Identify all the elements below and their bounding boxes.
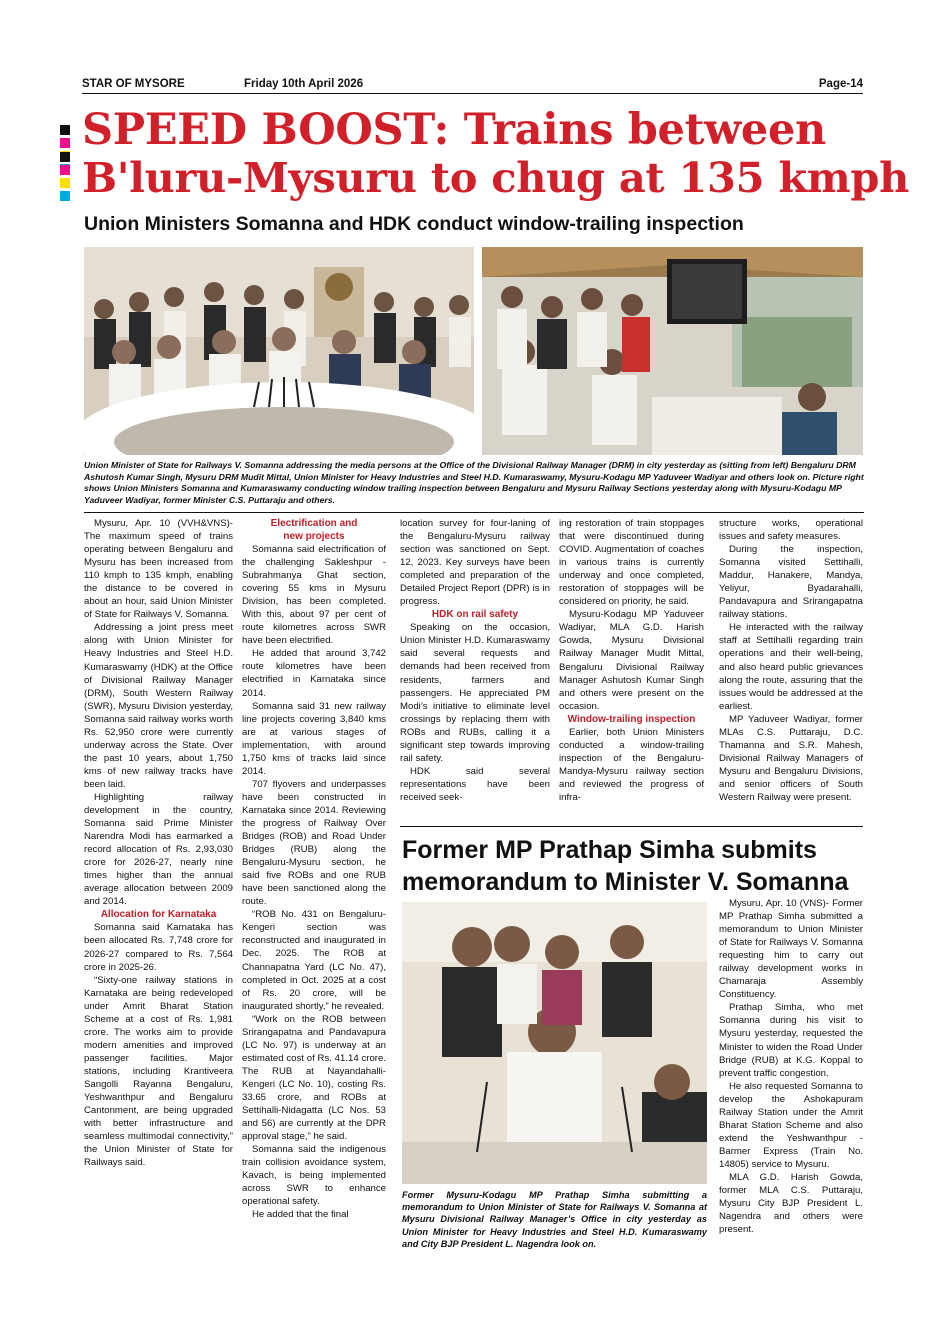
- paragraph: Mysuru-Kodagu MP Yaduveer Wadiyar, MLA G.D. Harish Gowda, Mysuru Divisional Railway Manager Mudit Mittal, Bengaluru Divisional Railway Manager Ashutosh Kumar Singh and others were present on the occasion.: [559, 609, 704, 712]
- paragraph: Somanna said 31 new railway line projects covering 3,840 kms are at various stages of implementation, with around 1,750 kms of tracks laid since 2014.: [242, 700, 386, 777]
- photo-press-meet: [84, 247, 474, 455]
- article2-headline: [402, 834, 862, 898]
- paragraph: “Sixty-one railway stations in Karnataka are being redeveloped under Amrit Bharat Station Scheme at a cost of Rs. 1,981 crore. The works aim to provide modern amenities and improved passenger facilities. Major stations, including Krantiveera Sangolli Rayanna Bengaluru, Yeshwanthpur and Bengaluru Cantonment, are being upgraded with better infrastructure and seamless multimodal connectivity,” the Union Minister of State for Railways said.: [84, 974, 233, 1169]
- paragraph: Speaking on the occasion, Union Minister H.D. Kumaraswamy said several requests and demands had been received from residents, farmers and passengers. He appreciated PM Modi’s initiative to eliminate level crossings by replacing them with ROBs and RUBs, calling it a significant step towards improving rail safety.: [400, 622, 550, 764]
- paragraph: Somanna said electrification of the challenging Sakleshpur - Subrahmanya Ghat section, covering 55 kms in Mysuru Division, has been completed. With this, about 97 per cent of route kilometres across SWR have been electrified.: [242, 544, 386, 647]
- paragraph: Earlier, both Union Ministers conducted a window-trailing inspection of the Bengaluru-Mandya-Mysuru railway section and reviewed the progress of infra-: [559, 726, 704, 803]
- photo-memorandum: [402, 902, 707, 1184]
- photo-caption-memorandum: Former Mysuru-Kodagu MP Prathap Simha submitting a memorandum to Union Minister of State for Railways V. Somanna at Mysuru Divisional Railway Manager’s Office in city yesterday as Union Minister for Heavy Industries and Steel H.D. Kumaraswamy and City BJP President L. Nagendra look on.: [402, 1190, 707, 1249]
- article-column-1: [84, 517, 233, 1169]
- article-column-2: [242, 517, 386, 1221]
- article2-headline-line-1: Former MP Prathap Simha submits: [402, 836, 817, 864]
- issue-date: Friday 10th April 2026: [244, 78, 364, 90]
- article2-headline-line-2: memorandum to Minister V. Somanna: [402, 868, 849, 896]
- color-registration-marks-2: [60, 152, 72, 204]
- paragraph: Mysuru, Apr. 10 (VNS)- Former MP Prathap Simha submitted a memorandum to Union Minister of State for Railways V. Somanna requesting him to carry out railway development works in Chamaraja Assembly Constituency.: [719, 898, 863, 1001]
- paragraph: He interacted with the railway staff at Settihalli regarding train operations and their well-being, and also heard public grievances along the route, assuring that the issues would be addressed at the earliest.: [719, 622, 863, 712]
- headline-line-1: SPEED BOOST: Trains between: [82, 105, 826, 155]
- article2-column: [719, 897, 863, 1236]
- paragraph: Somanna said Karnataka has been allocated Rs. 7,748 crore for 2026-27 compared to Rs. 7,564 crore in 2025-26.: [84, 922, 233, 973]
- paragraph: Somanna said the indigenous train collision avoidance system, Kavach, is being implemented across SWR to enhance operational safety.: [242, 1144, 386, 1208]
- paragraph: During the inspection, Somanna visited Settihalli, Maddur, Hanakere, Mandya, Yeliyur, Byadarahalli, Pandavapura and Srirangapatna railway stations.: [719, 544, 863, 621]
- paragraph: “Work on the ROB between Srirangapatna and Pandavapura (LC No. 97) is underway at an estimated cost of Rs. 41.14 crore. The RUB at Nayandahalli-Kengeri (LC No. 10), costing Rs. 33.65 crore, and ROBs at Settihalli-Nidagatta (LC Nos. 53 and 56) are currently at the DPR approval stage,” he said.: [242, 1013, 386, 1143]
- article-column-5: [719, 517, 863, 804]
- section-subhead: HDK on rail safety: [431, 609, 519, 621]
- masthead-bar: [82, 78, 863, 94]
- paragraph: Prathap Simha, who met Somanna during his visit to Mysuru yesterday, requested the Minister to widen the Road Under Bridge (RUB) at K.G. Koppal to prevent traffic congestion.: [719, 1002, 863, 1079]
- headline-line-2: B'luru-Mysuru to chug at 135 kmph: [82, 153, 909, 202]
- paragraph: He added that around 3,742 route kilometres have been electrified in Karnataka since 2014.: [242, 648, 386, 699]
- paper-name: STAR OF MYSORE: [82, 78, 185, 90]
- paragraph: Highlighting railway development in the country, Somanna said Prime Minister Narendra Modi has earmarked a record allocation of Rs. 2,93,030 crore for 2026-27, nearly nine times higher than the annual average allocation between 2009 and 2014.: [84, 791, 233, 908]
- paragraph: Mysuru, Apr. 10 (VVH&VNS)- The maximum speed of trains operating between Bengaluru and Mysuru has been increased from 110 kmph to 135 kmph, enabling the distance to be covered in about an hour, said Union Minister of State for Railways V. Somanna.: [84, 518, 233, 621]
- paragraph: Addressing a joint press meet along with Union Minister for Heavy Industries and Steel H.D. Kumaraswamy (HDK) at the Office of Divisional Railway Manager (DRM), South Western Railway (SWR), Mysuru Division yesterday, Somanna said railway works worth Rs. 52,950 crore were currently underway across the State. Over the past 10 years, about 1,750 kms of new railway tracks have been laid.: [84, 622, 233, 790]
- article-column-4: [559, 517, 704, 804]
- section-subhead: Allocation for Karnataka: [100, 909, 217, 921]
- paragraph: He also requested Somanna to develop the Ashokapuram Railway Station under the Amrit Bharat Station Scheme and also extend the Yeshwanthpur - Barmer Express (Train No. 14805) service to Mysuru.: [719, 1080, 863, 1170]
- paragraph: 707 flyovers and underpasses have been constructed in Karnataka since 2014. Reviewing the progress of Railway Over Bridges (ROB) and Road Under Bridges (RUB) along the Bengaluru-Mysuru section, he said five ROBs and one RUB have been sanctioned along the route.: [242, 778, 386, 908]
- paragraph: location survey for four-laning of the Bengaluru-Mysuru railway section was sanctioned on Sept. 12, 2023. Key surveys have been completed and preparation of the Detailed Project Report (DPR) is in progress.: [400, 518, 550, 608]
- article-divider: [400, 826, 863, 827]
- subheadline: Union Ministers Somanna and HDK conduct window-trailing inspection: [84, 213, 744, 235]
- article-column-3: [400, 517, 550, 804]
- paragraph: He added that the final: [252, 1209, 349, 1221]
- page-number: Page-14: [818, 78, 863, 90]
- photo-window-trailing-inspection: [482, 247, 863, 455]
- paragraph: “ROB No. 431 on Bengaluru-Kengeri section was reconstructed and inaugurated in Dec. 2025. The ROB at Channapatna Yard (LC No. 47), completed in Oct. 2025 at a cost of Rs. 20 crore, will be inaugurated shortly,” he revealed.: [242, 909, 386, 1012]
- section-subhead: Electrification and: [270, 518, 358, 529]
- section-subhead: new projects: [283, 531, 345, 542]
- paragraph: MLA G.D. Harish Gowda, former MLA C.S. Puttaraju, Mysuru City BJP President L. Nagendra and others were present.: [719, 1171, 863, 1236]
- photo-caption-main: Union Minister of State for Railways V. Somanna addressing the media persons at the Office of the Divisional Railway Manager (DRM) in city yesterday as (sitting from left) Bengaluru DRM Ashutosh Kumar Singh, Mysuru DRM Mudit Mittal, Union Minister for Heavy Industries and Steel H.D. Kumaraswamy, Mysuru-Kodagu MP Yaduveer Wadiyar and others look on. Picture right shows Union Ministers Somanna and Kumaraswamy conducting window trailing inspection between Bengaluru and Mysuru Railway Sections yesterday along with Mysuru-Kodagu MP Yaduveer Wadiyar, former Minister C.S. Puttaraju and others.: [84, 460, 864, 505]
- paragraph: ing restoration of train stoppages that were discontinued during COVID. Augmentation of coaches in various trains is currently underway and once completed, restoration of stoppages will be considered on priority, he said.: [559, 518, 704, 608]
- paragraph: HDK said several representations have been received seek-: [400, 765, 550, 803]
- caption-rule: [84, 512, 864, 513]
- paragraph: MP Yaduveer Wadiyar, former MLAs C.S. Puttaraju, D.C. Thamanna and S.R. Mahesh, Divisional Railway Managers of Mysuru and Bengaluru Divisions, and senior officers of South Western Railway were present.: [719, 713, 863, 803]
- paragraph: structure works, operational issues and safety measures.: [719, 518, 863, 543]
- section-subhead: Window-trailing inspection: [567, 713, 696, 725]
